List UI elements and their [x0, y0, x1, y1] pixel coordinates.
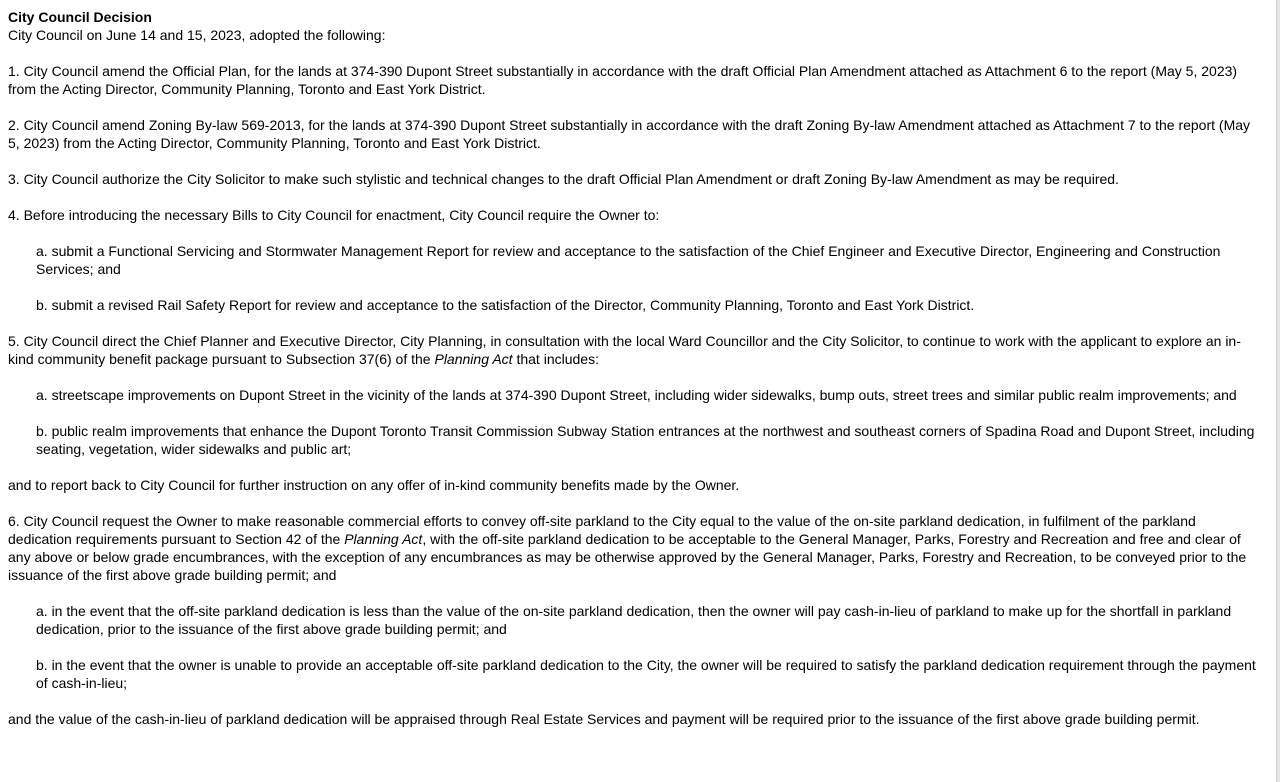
- item-6: [8, 512, 1258, 584]
- item-4a: a. submit a Functional Servicing and Stormwater Management Report for review and acceptance to the satisfaction of the Chief Engineer and Executive Director, Engineering and Construction Services; and: [36, 243, 1221, 277]
- page-title: City Council Decision: [8, 9, 152, 25]
- item-3: 3. City Council authorize the City Solicitor to make such stylistic and technical changes to the draft Official Plan Amendment or draft Zoning By-law Amendment as may be required.: [8, 171, 1119, 187]
- item-5-act-title: Planning Act: [434, 351, 513, 367]
- vertical-scrollbar[interactable]: [1276, 0, 1280, 782]
- item-2: 2. City Council amend Zoning By-law 569-2013, for the lands at 374-390 Dupont Street substantially in accordance with the draft Zoning By-law Amendment attached as Attachment 7 to the report (May 5, 2023) from the Acting Director, Community Planning, Toronto and East York District.: [8, 117, 1251, 151]
- intro-text: City Council on June 14 and 15, 2023, adopted the following:: [8, 27, 386, 43]
- item-5-tail: and to report back to City Council for further instruction on any offer of in-kind community benefits made by the Owner.: [8, 477, 740, 493]
- item-1: 1. City Council amend the Official Plan, for the lands at 374-390 Dupont Street substantially in accordance with the draft Official Plan Amendment attached as Attachment 6 to the report (May 5, 2023) from the Acting Director, Community Planning, Toronto and East York District.: [8, 63, 1238, 97]
- item-6-act-title: Planning Act: [344, 531, 423, 547]
- item-5-text: 5. City Council direct the Chief Planner and Executive Director, City Planning, in consultation with the local Ward Councillor and the City Solicitor, to continue to work with the applicant to explore an in-kind community benefit package pursuant to Subsection 37(6) of the: [8, 333, 1241, 367]
- decision-document: [8, 8, 1258, 746]
- item-6a: a. in the event that the off-site parkland dedication is less than the value of the on-site parkland dedication, then the owner will pay cash-in-lieu of parkland to make up for the shortfall in parkland dedication, prior to the issuance of the first above grade building permit; and: [36, 603, 1232, 637]
- item-6-tail: and the value of the cash-in-lieu of parkland dedication will be appraised through Real Estate Services and payment will be required prior to the issuance of the first above grade building permit.: [8, 711, 1200, 727]
- item-5-text-end: that includes:: [512, 351, 599, 367]
- item-6b: b. in the event that the owner is unable to provide an acceptable off-site parkland dedication to the City, the owner will be required to satisfy the parkland dedication requirement through the payment of cash-in-lieu;: [36, 657, 1256, 691]
- item-4b: b. submit a revised Rail Safety Report for review and acceptance to the satisfaction of the Director, Community Planning, Toronto and East York District.: [36, 297, 975, 313]
- item-5: [8, 332, 1258, 368]
- item-5b: b. public realm improvements that enhance the Dupont Toronto Transit Commission Subway Station entrances at the northwest and southeast corners of Spadina Road and Dupont Street, including seating, vegetation, wider sidewalks and public art;: [36, 423, 1255, 457]
- item-6-text: 6. City Council request the Owner to make reasonable commercial efforts to convey off-site parkland to the City equal to the value of the on-site parkland dedication, in fulfilment of the parkland dedication requirements pursuant to Section 42 of the: [8, 513, 1196, 547]
- item-6-text-end: , with the off-site parkland dedication to be acceptable to the General Manager, Parks, Forestry and Recreation and free and clear of any above or below grade encumbrances, with the exception of any encumbrances as may be otherwise approved by the General Manager, Parks, Forestry and Recreation, to be conveyed prior to the issuance of the first above grade building permit; and: [8, 531, 1247, 583]
- item-4: 4. Before introducing the necessary Bills to City Council for enactment, City Council require the Owner to:: [8, 207, 660, 223]
- item-5a: a. streetscape improvements on Dupont Street in the vicinity of the lands at 374-390 Dupont Street, including wider sidewalks, bump outs, street trees and similar public realm improvements; and: [36, 387, 1237, 403]
